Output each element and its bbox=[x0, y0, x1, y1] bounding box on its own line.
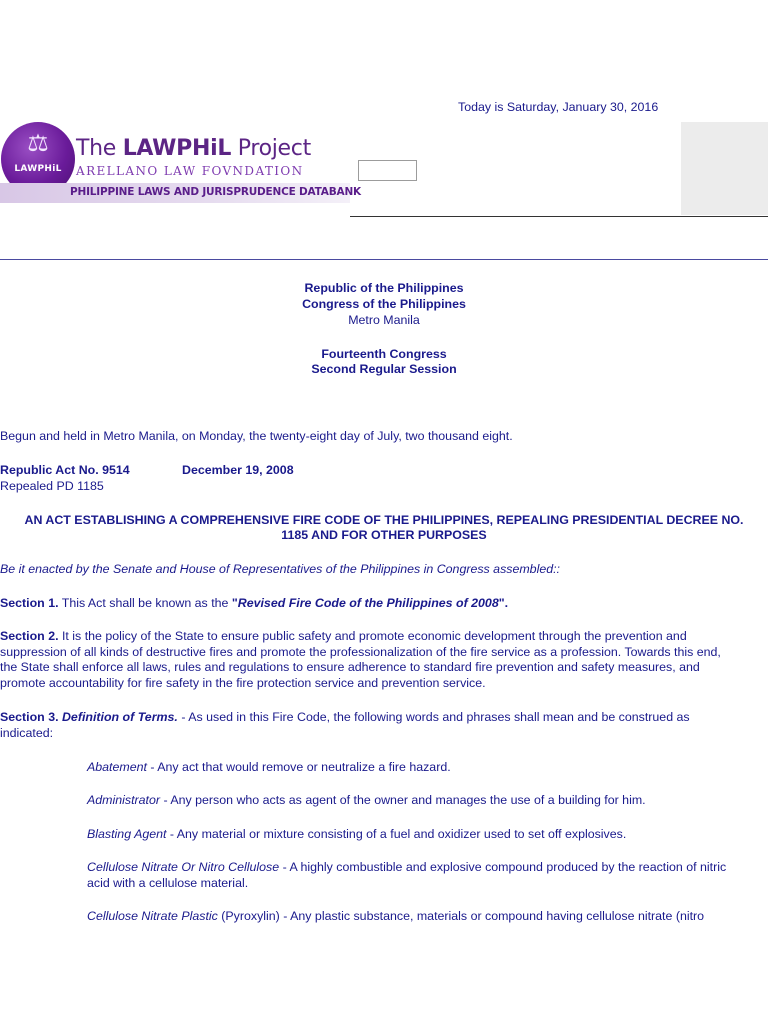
section-1 bbox=[0, 596, 508, 610]
act-date bbox=[182, 463, 294, 477]
definition-text: - Any person who acts as agent of the owner and manages the use of a building for him. bbox=[160, 793, 646, 807]
section-3-text-1: - As used in this Fire Code, the following words and phrases shall mean and be construed as bbox=[177, 710, 690, 724]
congress-number: Fourteenth Congress bbox=[321, 347, 447, 361]
section-3-line-2: indicated: bbox=[0, 726, 54, 740]
section-2-line-4: promote accountability for fire safety in the fire protection service and prevention service. bbox=[0, 676, 486, 690]
section-1-quote-close: ". bbox=[498, 596, 509, 610]
definition-term: Cellulose Nitrate Or Nitro Cellulose bbox=[87, 860, 280, 874]
logo-subtitle: ARELLANO LAW FOVNDATION bbox=[76, 164, 304, 178]
section-1-name-text: Revised Fire Code of the Philippines of 2008 bbox=[237, 596, 499, 610]
scales-icon: ⚖ bbox=[27, 129, 49, 157]
section-3-term-text: Definition of Terms. bbox=[61, 710, 178, 724]
definition-item bbox=[87, 793, 646, 807]
definition-item bbox=[87, 909, 768, 923]
section-1-label: Section 1. bbox=[0, 596, 59, 610]
definition-text: - Any act that would remove or neutralize a fire hazard. bbox=[146, 760, 451, 774]
section-3-label: Section 3. bbox=[0, 710, 59, 724]
logo-title bbox=[76, 136, 311, 161]
logo-emblem-text: LAWPHiL bbox=[14, 164, 62, 174]
definition-term: Administrator bbox=[87, 793, 160, 807]
date-text: Today is Saturday, January 30, 2016 bbox=[458, 100, 659, 114]
definition-item bbox=[87, 827, 626, 841]
logo-title-suffix: Project bbox=[231, 136, 311, 161]
location-text: Metro Manila bbox=[348, 313, 420, 327]
act-title-line-1: AN ACT ESTABLISHING A COMPREHENSIVE FIRE CODE OF THE PHILIPPINES, REPEALING PRESIDENTIAL DECREE NO. bbox=[24, 513, 744, 527]
repealed-link[interactable]: Repealed PD 1185 bbox=[0, 479, 104, 493]
definition-item bbox=[87, 860, 768, 874]
act-number bbox=[0, 463, 130, 477]
section-3-term bbox=[62, 710, 178, 724]
section-1-quote-open: " bbox=[231, 596, 238, 610]
definition-text: (Pyroxylin) - Any plastic substance, materials or compound having cellulose nitrate (nitro bbox=[217, 909, 705, 923]
begun-text: Begun and held in Metro Manila, on Monday, the twenty-eight day of July, two thousand eight. bbox=[0, 429, 513, 443]
definition-term: Abatement bbox=[87, 760, 147, 774]
section-2-line-2: suppression of all kinds of destructive fires and promote the professionalization of the fire service as a profession. Towards this end, bbox=[0, 645, 721, 659]
definition-item bbox=[87, 760, 451, 774]
section-2-label: Section 2. bbox=[0, 629, 59, 643]
act-title-line-2: 1185 AND FOR OTHER PURPOSES bbox=[281, 528, 487, 542]
enacting-clause-text: Be it enacted by the Senate and House of Representatives of the Philippines in Congress assembled:: bbox=[0, 562, 560, 576]
section-2-line-1 bbox=[0, 629, 768, 643]
section-1-text: This Act shall be known as the bbox=[58, 596, 232, 610]
section-3-line-1 bbox=[0, 710, 768, 724]
definition-term: Blasting Agent bbox=[87, 827, 167, 841]
act-date-label: December 19, 2008 bbox=[182, 463, 294, 477]
definition-term: Cellulose Nitrate Plastic bbox=[87, 909, 218, 923]
definition-continuation: acid with a cellulose material. bbox=[87, 876, 249, 890]
enacting-clause bbox=[0, 562, 560, 576]
search-input[interactable] bbox=[358, 160, 417, 181]
republic-heading: Republic of the Philippines bbox=[304, 281, 464, 295]
section-2-line-3: the State shall enforce all laws, rules and regulations to ensure adherence to standard fire prevention and safety measures, and bbox=[0, 660, 700, 674]
definition-text: - Any material or mixture consisting of a fuel and oxidizer used to set off explosives. bbox=[166, 827, 627, 841]
congress-heading: Congress of the Philippines bbox=[302, 297, 466, 311]
session-text: Second Regular Session bbox=[311, 362, 457, 376]
logo-band-text: PHILIPPINE LAWS AND JURISPRUDENCE DATABANK bbox=[70, 186, 361, 198]
act-number-label: Republic Act No. 9514 bbox=[0, 463, 130, 477]
section-1-name bbox=[238, 596, 499, 610]
lawphil-logo[interactable] bbox=[0, 120, 361, 204]
header-side-panel bbox=[681, 122, 768, 215]
definition-text: - A highly combustible and explosive compound produced by the reaction of nitric bbox=[279, 860, 727, 874]
logo-title-prefix: The bbox=[76, 136, 123, 161]
header-divider bbox=[350, 216, 768, 217]
section-2-text-1: It is the policy of the State to ensure public safety and promote economic development through the prevention and bbox=[58, 629, 687, 643]
logo-title-bold: LAWPHiL bbox=[122, 136, 232, 161]
page-divider bbox=[0, 259, 768, 260]
